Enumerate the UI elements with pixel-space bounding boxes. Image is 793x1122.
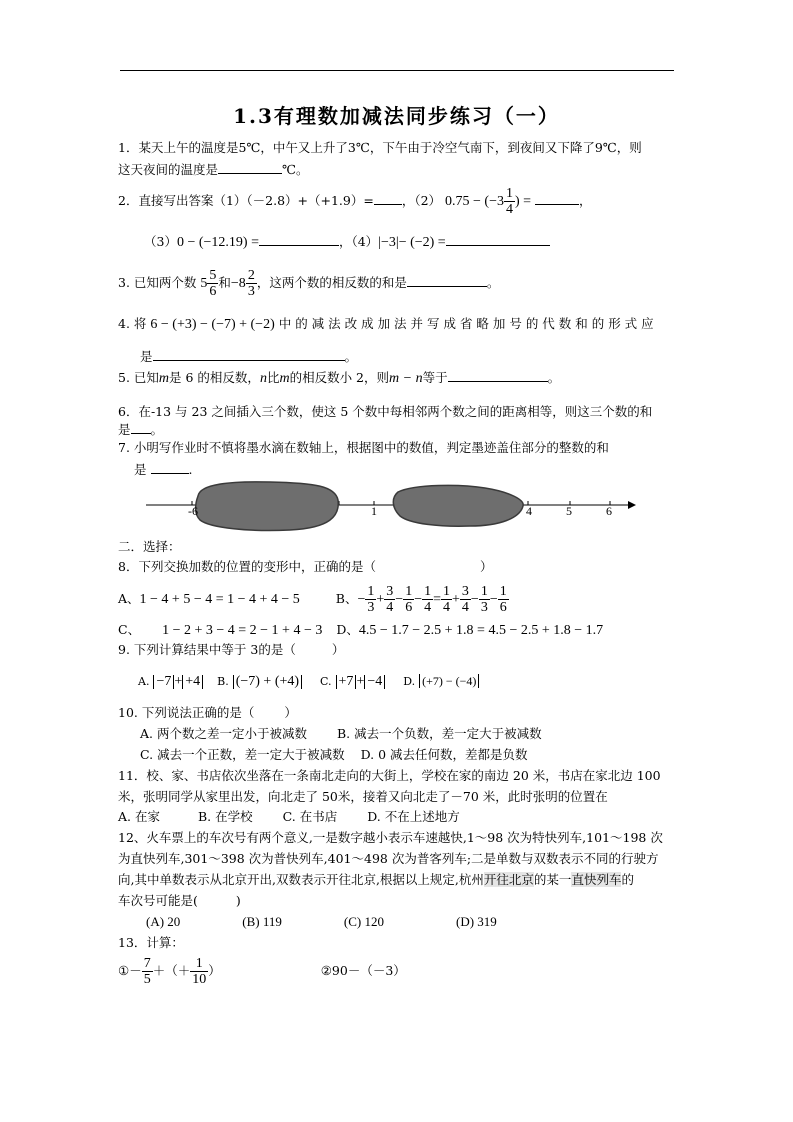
label-1: 1 <box>371 504 377 518</box>
q8-stem <box>118 558 492 576</box>
q3-num2-whole: −8 <box>230 276 246 291</box>
label-6: 6 <box>606 504 612 518</box>
q8-B-operator: + <box>452 592 460 607</box>
q8-B-operator: = <box>433 592 441 607</box>
q8-B-label: B、 <box>335 591 358 606</box>
number-line-figure <box>140 478 640 534</box>
q7-line2 <box>134 460 192 479</box>
q11-line2: 米，张明同学从家里出发，向北走了 50米，接着又向北走了－70 米，此时张明的位置在 <box>118 789 608 804</box>
q2-label4: ，（4） <box>338 234 379 249</box>
q6-text-a: 是 <box>118 422 131 437</box>
q2-expr2-a: 0.75 − (−3 <box>445 194 504 209</box>
ink-blot-left <box>196 482 339 531</box>
q8-B-fraction-den: 4 <box>424 600 432 615</box>
label-4: 4 <box>526 504 532 518</box>
label-5: 5 <box>566 504 572 518</box>
q10-options-ab <box>140 725 542 743</box>
q13-frac1 <box>142 956 153 987</box>
q8-B-fraction-den: 3 <box>480 600 488 615</box>
q12-line4-a: 车次号可能是( <box>118 893 198 908</box>
q9-D-abs: (+7) − (−4) <box>419 674 479 688</box>
q3-line <box>118 264 499 303</box>
q5-text-f: 。 <box>547 370 561 385</box>
q10-options-cd <box>140 746 528 764</box>
q8-B-fraction-den: 6 <box>499 600 507 615</box>
q4-text-a: 4. 将 <box>118 316 147 331</box>
q6-line2 <box>118 420 163 439</box>
q9-A-abs2: +4 <box>182 675 203 689</box>
q13-frac2-num: 1 <box>190 956 208 972</box>
q13-part1-b: ＋（＋ <box>152 963 191 978</box>
q2-blank1 <box>374 191 402 205</box>
q11-option-A: A. 在家 <box>118 809 160 824</box>
q12-option-B: (B) 119 <box>242 914 282 929</box>
q8-C-expr: 1 − 2 + 3 − 4 = 2 − 1 + 4 − 3 <box>162 623 323 638</box>
q8-B-fraction-den: 3 <box>367 600 375 615</box>
q2-line2 <box>144 232 550 252</box>
q12-line1: 12、火车票上的车次号有两个意义,一是数字越小表示车速越快,1～98 次为特快列车,101～198 次 <box>118 830 663 845</box>
q12-line3-e: 的 <box>621 872 634 887</box>
q7-text-b: . <box>188 462 193 477</box>
q5-text-e: 等于 <box>422 370 448 385</box>
q12-line3-a: 向,其中单数表示从北京开出,双数表示开往北京,根据以上规定,杭州 <box>118 872 484 887</box>
q10-option-C: C. 减去一个正数，差一定大于被减数 <box>140 747 345 762</box>
q11-line1: 11．校、家、书店依次坐落在一条南北走向的大街上，学校在家的南边 20 米，书店在家北边 100 <box>118 768 661 783</box>
q11-option-C: C. 在书店 <box>282 809 338 824</box>
q8-A-label: A、 <box>118 591 140 606</box>
q8-options-cd <box>118 621 603 640</box>
q3-text-c: ，这两个数的相反数的和是 <box>256 275 407 290</box>
q2-line1 <box>118 186 592 217</box>
q9-C-abs1: +7 <box>336 675 357 689</box>
q3-text-a: 3. 已知两个数 <box>118 275 197 290</box>
q10-option-D: D. 0 减去任何数，差都是负数 <box>360 747 528 762</box>
q9-A-label: A. <box>138 675 150 688</box>
q2-frac-den: 4 <box>505 202 513 217</box>
q2-expr4: − (−2) = <box>398 235 446 250</box>
q11-options <box>118 808 460 826</box>
q2-part2: ，（2） <box>401 193 442 208</box>
q1-line2 <box>118 160 309 179</box>
q8-B-fraction-num: 3 <box>386 584 394 599</box>
q8-B-fraction-num: 3 <box>461 584 469 599</box>
q9-stem <box>118 641 344 659</box>
q6-line1: 6．在-13 与 23 之间插入三个数，使这 5 个数中每相邻两个数之间的距离相等，则这三个数的和 <box>118 404 653 419</box>
q4-line2 <box>140 347 357 366</box>
q9-C-abs2: −4 <box>364 675 385 689</box>
q12-line3-c: 的某一 <box>533 872 572 887</box>
q8-B-fraction <box>365 584 376 615</box>
q8-D-label: D、 <box>336 622 359 637</box>
q10-option-B: B. 减去一个负数，差一定大于被减数 <box>336 726 542 741</box>
q12-line4 <box>118 892 241 910</box>
q13-frac2-den: 10 <box>192 972 207 987</box>
q8-B-fraction-den: 4 <box>386 600 394 615</box>
q2-expr2-b: ) = <box>514 194 532 209</box>
number-line-arrow <box>628 501 636 509</box>
q12-highlight-2: 直快列车 <box>571 872 622 887</box>
q3-num1-whole: 5 <box>200 276 208 291</box>
q12-option-A: (A) 20 <box>146 914 181 929</box>
q9-B-label: B. <box>217 675 229 688</box>
q9-stem-b: ） <box>331 642 345 657</box>
q3-num2-numerator: 2 <box>247 268 255 283</box>
q1-unit: ℃。 <box>282 162 309 177</box>
q10-stem-b: ） <box>284 705 297 720</box>
q8-B-fraction-den: 4 <box>461 600 469 615</box>
q10-stem-a: 10. 下列说法正确的是（ <box>118 705 255 720</box>
q5-var-n: n <box>259 371 267 386</box>
q13-frac1-num: 7 <box>143 956 151 971</box>
q8-B-fraction-den: 6 <box>405 600 413 615</box>
q2-expr4-abs: |−3| <box>378 235 399 250</box>
q8-B-fraction <box>498 584 509 615</box>
q8-B-operator: − <box>489 592 498 607</box>
q12-line2: 为直快列车,301～398 次为普快列车,401～498 次为普客列车;二是单数与双数表示不同的行驶方 <box>118 851 659 866</box>
q13-part1-c: ） <box>208 963 221 978</box>
q8-B-operator: − <box>395 592 404 607</box>
q3-num1-frac <box>207 268 218 299</box>
q3-num2-frac <box>246 268 257 299</box>
q5-text-b: 是 6 的相反数， <box>169 370 260 385</box>
q2-expr3: 0 − (−12.19) = <box>176 235 259 250</box>
q8-B-fraction-den: 4 <box>443 600 450 615</box>
q4-text-b: 中 的 减 法 改 成 加 法 并 写 成 省 略 加 号 的 代 数 和 的 形 式 应 <box>278 316 654 331</box>
q8-B-fraction <box>441 584 452 615</box>
q8-options-ab <box>118 582 509 617</box>
q4-blank <box>153 347 345 361</box>
q8-B-fraction-num: 1 <box>405 584 413 599</box>
q13-part2: ②90－（－3） <box>320 963 406 978</box>
q5-expression: m − n <box>389 371 423 386</box>
q2-blank3 <box>259 232 339 246</box>
header-rule <box>120 70 674 71</box>
q6-blank <box>131 420 151 434</box>
q5-text-a: 5. 已知 <box>118 370 159 385</box>
q6-text-b: 。 <box>150 422 164 437</box>
q8-B-fraction <box>403 584 414 615</box>
q12-options <box>146 913 497 931</box>
section-choice-heading: 二．选择： <box>118 539 181 554</box>
q9-D-label: D. <box>403 675 416 688</box>
q3-num2-denominator: 3 <box>247 284 255 299</box>
q4-text-d: 。 <box>344 349 358 364</box>
q8-B-fraction <box>460 584 471 615</box>
q12-option-D: (D) 319 <box>456 914 497 929</box>
q4-expression: 6 − (+3) − (−7) + (−2) <box>150 317 275 332</box>
q3-text-d: 。 <box>486 275 500 290</box>
q2-blank4 <box>446 232 550 246</box>
q5-text-c: 比 <box>266 370 280 385</box>
q7-text-a: 是 <box>134 462 147 477</box>
q12-line3 <box>118 871 634 889</box>
q3-num1-numerator: 5 <box>209 268 217 283</box>
q8-stem-a: 8．下列交换加数的位置的变形中，正确的是（ <box>118 559 376 574</box>
q2-fraction <box>504 186 515 217</box>
q2-label3: （3） <box>144 234 177 249</box>
q5-text-d: 的相反数小 2，则 <box>289 370 390 385</box>
q7-line1: 7. 小明写作业时不慎将墨水滴在数轴上，根据图中的数值，判定墨迹盖住部分的整数的和 <box>118 440 609 455</box>
q8-A-expr: 1 − 4 + 5 − 4 = 1 − 4 + 4 − 5 <box>139 592 300 607</box>
q13-part1-a: ①－ <box>118 963 142 978</box>
q8-B-lead: − <box>357 592 366 607</box>
q10-stem <box>118 704 297 722</box>
q8-B-expr <box>365 584 508 615</box>
q8-B-fraction <box>479 584 490 615</box>
q2-frac-num: 1 <box>505 186 513 201</box>
q9-A-abs1: −7 <box>153 675 174 689</box>
q2-part1: 2．直接写出答案（1）（－2.8）+（+1.9）= <box>118 193 374 208</box>
q3-text-b: 和 <box>218 275 231 290</box>
q8-B-fraction-num: 1 <box>480 584 488 599</box>
q4-line1 <box>118 315 654 334</box>
q13-parts <box>118 952 406 990</box>
q8-B-fraction-num: 1 <box>424 584 432 599</box>
q13-stem: 13．计算： <box>118 935 184 950</box>
q8-D-expr: 4.5 − 1.7 − 2.5 + 1.8 = 4.5 − 2.5 + 1.8 − 1.7 <box>358 623 604 638</box>
q12-highlight-1: 开往北京 <box>483 872 534 887</box>
page-title: 1.3有理数加减法同步练习（一） <box>233 104 560 128</box>
ink-blot-right <box>393 485 523 526</box>
q9-stem-a: 9. 下列计算结果中等于 3的是（ <box>118 642 296 657</box>
q8-B-operator: − <box>414 592 423 607</box>
q3-blank <box>407 273 487 287</box>
q1-answer-blank <box>218 160 282 174</box>
q1-text: 这天夜间的温度是 <box>118 162 219 177</box>
label-neg6: -6 <box>188 504 198 518</box>
q9-options: A. −7 + +4 B. (−7) + (+4) C. +7 + −4 D. (+7) − (−4) <box>138 672 479 691</box>
q10-option-A: A. 两个数之差一定小于被减数 <box>140 726 307 741</box>
q8-C-label: C、 <box>118 622 141 637</box>
q1-line1: 1．某天上午的温度是5℃，中午又上升了3℃，下午由于冷空气南下，到夜间又下降了9℃，则 <box>118 140 642 155</box>
q12-line4-b: ) <box>235 893 241 908</box>
q4-text-c: 是 <box>140 349 153 364</box>
q13-frac1-den: 5 <box>143 972 151 987</box>
q5-blank <box>448 368 548 382</box>
q11-option-B: B. 在学校 <box>197 809 253 824</box>
q3-num1-denominator: 6 <box>209 284 217 299</box>
q2-blank2 <box>535 191 579 205</box>
q13-frac2 <box>190 956 208 987</box>
q7-blank <box>151 460 189 474</box>
q8-stem-b: ） <box>479 559 493 574</box>
q5-line <box>118 368 560 388</box>
q9-C-label: C. <box>320 675 332 688</box>
q8-B-operator: − <box>470 592 479 607</box>
q5-var-m2: m <box>279 371 290 386</box>
q8-B-fraction-num: 1 <box>367 584 375 599</box>
q9-B-abs: (−7) + (+4) <box>233 675 302 689</box>
q11-option-D: D. 不在上述地方 <box>367 809 460 824</box>
q8-B-operator: + <box>376 592 385 607</box>
q12-option-C: (C) 120 <box>343 914 384 929</box>
q8-B-fraction <box>422 584 433 615</box>
q8-B-fraction-num: 1 <box>499 584 507 599</box>
q2-comma: ， <box>579 193 592 208</box>
q8-B-fraction-num: 1 <box>443 584 450 599</box>
q8-B-fraction <box>384 584 395 615</box>
q5-var-m: m <box>158 371 170 386</box>
